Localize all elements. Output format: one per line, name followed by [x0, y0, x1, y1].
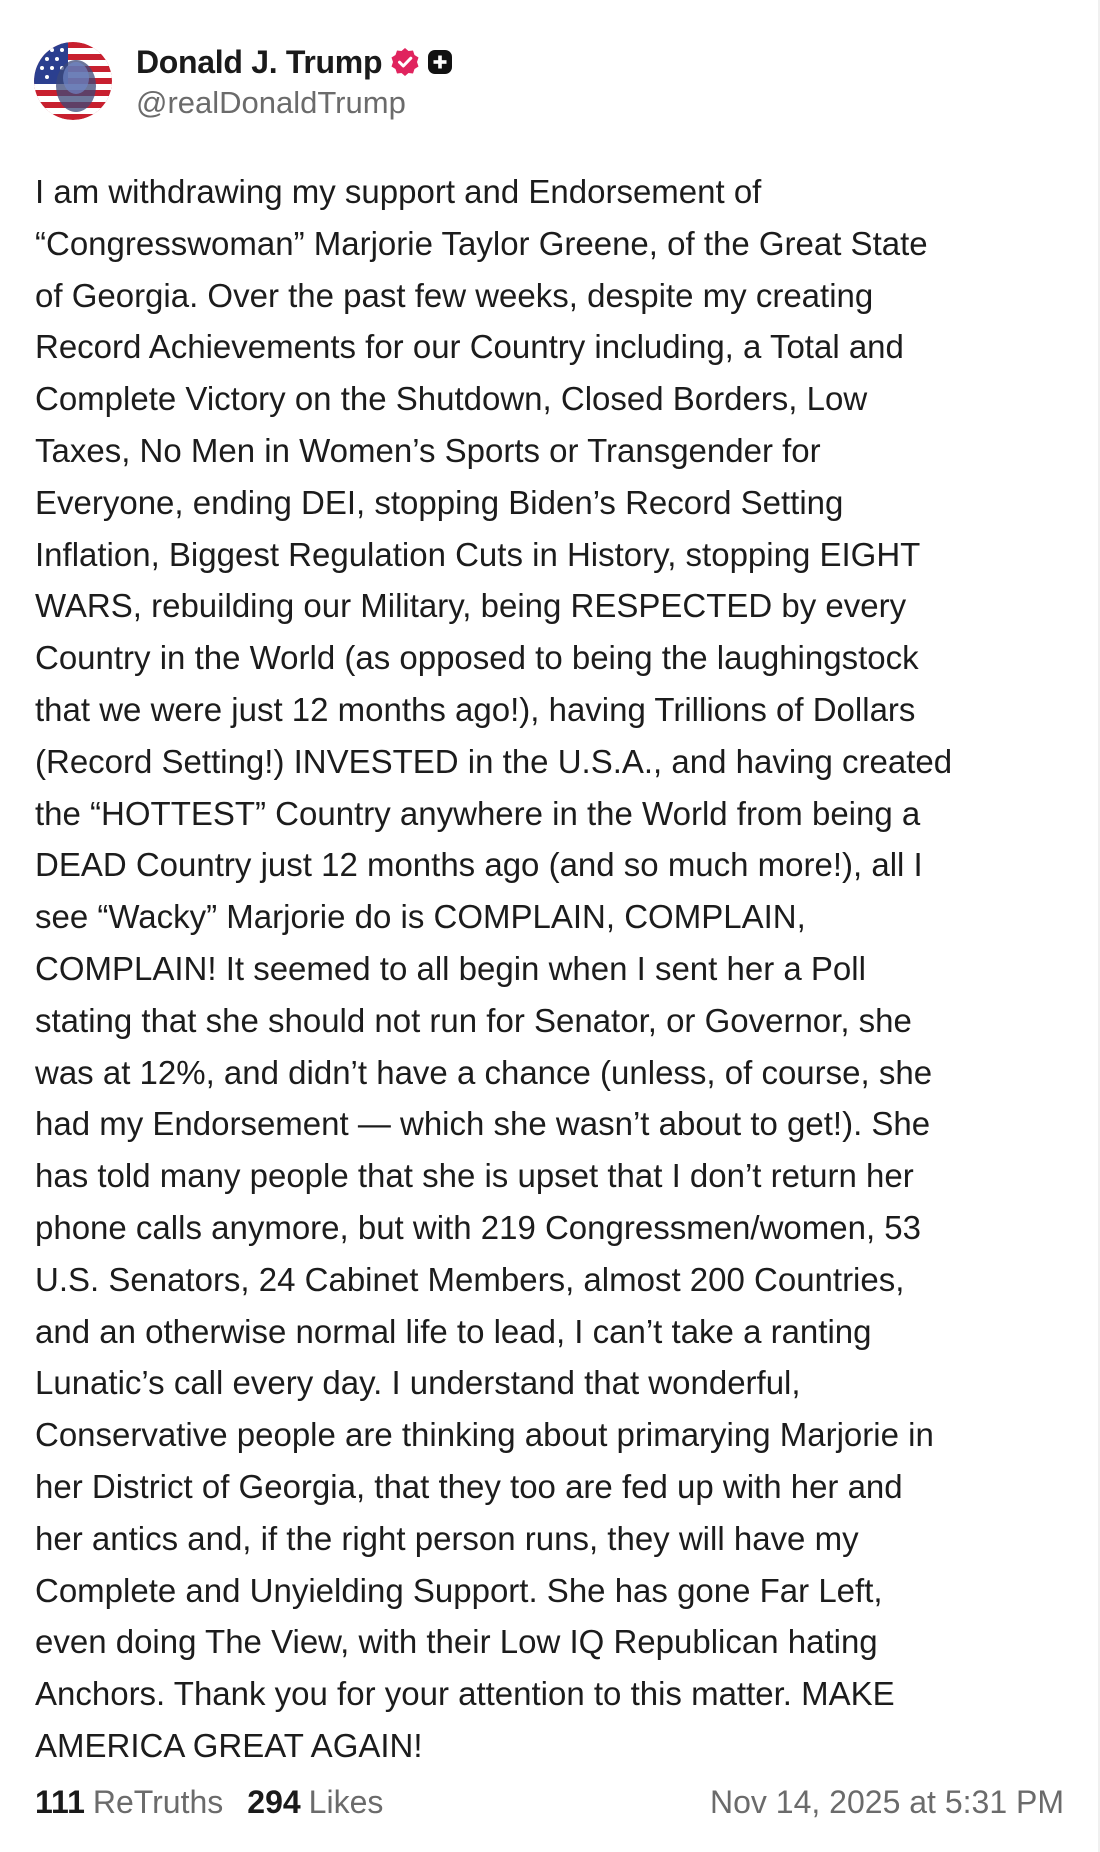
display-name[interactable]: Donald J. Trump	[136, 43, 383, 80]
post-line: Conservative people are thinking about primarying Marjorie in	[35, 1416, 934, 1454]
likes-count: 294	[247, 1783, 301, 1820]
avatar[interactable]	[34, 42, 112, 120]
post-line: WARS, rebuilding our Military, being RESPECTED by every	[35, 587, 907, 625]
post-line: phone calls anymore, but with 219 Congressmen/women, 53	[35, 1208, 921, 1246]
post-line: the “HOTTEST” Country anywhere in the World from being a	[35, 794, 921, 832]
author-handle[interactable]: @realDonaldTrump	[136, 85, 406, 120]
post-line: of Georgia. Over the past few weeks, despite my creating	[35, 276, 874, 314]
post-line: see “Wacky” Marjorie do is COMPLAIN, COMPLAIN,	[35, 898, 806, 936]
post-line: even doing The View, with their Low IQ Republican hating	[35, 1623, 878, 1661]
verified-badge-icon	[390, 47, 420, 77]
post-line: was at 12%, and didn’t have a chance (unless, of course, she	[35, 1053, 933, 1091]
post-line: has told many people that she is upset that I don’t return her	[35, 1157, 914, 1195]
post-line: (Record Setting!) INVESTED in the U.S.A., and having created	[35, 742, 953, 780]
post-line: had my Endorsement — which she wasn’t about to get!). She	[35, 1105, 931, 1143]
retruths-label: ReTruths	[92, 1783, 224, 1820]
flag-portrait-avatar-icon	[34, 42, 112, 120]
post-line: that we were just 12 months ago!), having Trillions of Dollars	[35, 690, 916, 728]
post-body	[35, 166, 1075, 1772]
post-line: and an otherwise normal life to lead, I can’t take a ranting	[35, 1312, 872, 1350]
retruths-stat[interactable]	[35, 1784, 223, 1821]
plus-badge-icon	[426, 48, 454, 76]
post-line: stating that she should not run for Senator, or Governor, she	[35, 1001, 912, 1039]
likes-label: Likes	[308, 1783, 384, 1820]
name-row	[136, 41, 454, 83]
likes-stat[interactable]	[247, 1784, 383, 1821]
post-header	[34, 38, 454, 124]
post-footer	[35, 1778, 1064, 1826]
post-timestamp[interactable]: Nov 14, 2025 at 5:31 PM	[710, 1783, 1064, 1820]
post-line: Taxes, No Men in Women’s Sports or Transgender for	[35, 431, 821, 469]
post-line: Everyone, ending DEI, stopping Biden’s Record Setting	[35, 483, 844, 521]
post-line: her District of Georgia, that they too are fed up with her and	[35, 1467, 903, 1505]
post-line: U.S. Senators, 24 Cabinet Members, almost 200 Countries,	[35, 1260, 905, 1298]
post-line: AMERICA GREAT AGAIN!	[35, 1726, 423, 1764]
author-names	[136, 41, 454, 121]
post-line: her antics and, if the right person runs, they will have my	[35, 1519, 859, 1557]
post-line: Lunatic’s call every day. I understand that wonderful,	[35, 1364, 801, 1402]
post-line: Complete and Unyielding Support. She has gone Far Left,	[35, 1571, 883, 1609]
post-line: Inflation, Biggest Regulation Cuts in History, stopping EIGHT	[35, 535, 921, 573]
post-stats	[35, 1784, 383, 1821]
post-line: Country in the World (as opposed to being the laughingstock	[35, 639, 919, 677]
post-line: I am withdrawing my support and Endorsement of	[35, 173, 762, 210]
post-line: Complete Victory on the Shutdown, Closed Borders, Low	[35, 380, 868, 418]
retruths-count: 111	[35, 1783, 85, 1820]
post-line: “Congresswoman” Marjorie Taylor Greene, of the Great State	[35, 224, 928, 262]
post-line: Record Achievements for our Country including, a Total and	[35, 328, 904, 366]
post-line: COMPLAIN! It seemed to all begin when I sent her a Poll	[35, 949, 866, 987]
post-line: Anchors. Thank you for your attention to this matter. MAKE	[35, 1675, 895, 1713]
post-line: DEAD Country just 12 months ago (and so much more!), all I	[35, 846, 923, 884]
